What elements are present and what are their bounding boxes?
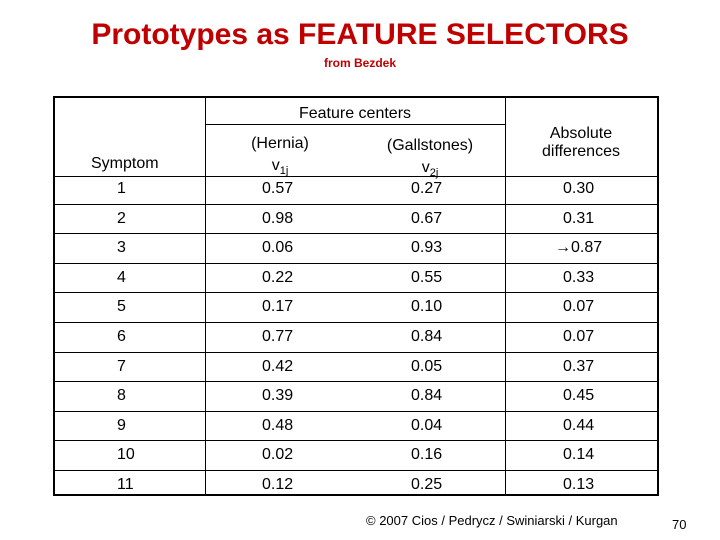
copyright-footer: © 2007 Cios / Pedrycz / Swiniarski / Kurgan <box>366 513 618 528</box>
header-hernia: (Hernia) <box>251 135 309 152</box>
cell-gallstones: 0.27 <box>411 180 443 197</box>
cell-symptom: 1 <box>117 180 126 197</box>
cell-abs-diff: 0.14 <box>563 446 595 463</box>
cell-abs-diff <box>555 240 602 256</box>
cell-gallstones: 0.84 <box>411 328 443 345</box>
slide-title: Prototypes as FEATURE SELECTORS <box>91 18 629 51</box>
row-divider <box>55 204 657 205</box>
cell-symptom: 3 <box>117 239 126 256</box>
cell-symptom: 9 <box>117 417 126 434</box>
arrow-icon: → <box>555 239 571 256</box>
cell-gallstones: 0.16 <box>411 446 443 463</box>
cell-symptom: 6 <box>117 328 126 345</box>
cell-symptom: 11 <box>117 476 134 493</box>
header-gallstones-var <box>355 159 505 179</box>
cell-abs-diff: 0.13 <box>563 476 595 493</box>
row-divider <box>55 292 657 293</box>
gallstones-var-symbol: v <box>421 159 430 176</box>
row-divider <box>55 381 657 382</box>
feature-table <box>53 96 659 496</box>
cell-symptom: 8 <box>117 387 126 404</box>
cell-hernia: 0.98 <box>262 210 294 227</box>
cell-gallstones: 0.93 <box>411 239 443 256</box>
group-header-underline <box>205 124 505 125</box>
cell-gallstones: 0.04 <box>411 417 443 434</box>
cell-abs-diff-value: 0.87 <box>571 239 603 256</box>
group-header-feature-centers: Feature centers <box>298 105 412 122</box>
cell-hernia: 0.06 <box>262 239 294 256</box>
cell-hernia: 0.57 <box>262 180 294 197</box>
cell-symptom: 10 <box>117 446 135 463</box>
row-divider <box>55 263 657 264</box>
page-number: 70 <box>672 517 687 532</box>
cell-gallstones: 0.67 <box>411 210 443 227</box>
cell-gallstones: 0.10 <box>411 298 443 315</box>
cell-abs-diff: 0.44 <box>563 417 595 434</box>
cell-abs-diff: 0.30 <box>563 180 595 197</box>
cell-hernia: 0.22 <box>262 269 294 286</box>
cell-hernia: 0.48 <box>262 417 294 434</box>
cell-abs-diff: 0.33 <box>563 269 595 286</box>
cell-abs-diff: 0.45 <box>563 387 595 404</box>
header-hernia-var <box>205 157 355 177</box>
cell-hernia: 0.77 <box>262 328 294 345</box>
header-absdiff-line1: Absolute <box>549 125 613 142</box>
header-bottom-line <box>55 176 657 177</box>
cell-abs-diff: 0.07 <box>563 328 595 345</box>
row-divider <box>55 411 657 412</box>
cell-symptom: 2 <box>117 210 126 227</box>
cell-abs-diff: 0.37 <box>563 358 595 375</box>
hernia-var-symbol: v <box>271 157 280 174</box>
cell-gallstones: 0.25 <box>411 476 443 493</box>
row-divider <box>55 322 657 323</box>
header-gallstones: (Gallstones) <box>386 137 474 154</box>
cell-gallstones: 0.55 <box>411 269 443 286</box>
gallstones-var-subscript: 2j <box>429 167 439 179</box>
hernia-var-subscript: 1j <box>279 165 289 177</box>
cell-symptom: 7 <box>117 358 126 375</box>
cell-abs-diff: 0.07 <box>563 298 595 315</box>
cell-hernia: 0.12 <box>262 476 294 493</box>
cell-symptom: 4 <box>117 269 126 286</box>
header-symptom: Symptom <box>91 155 159 172</box>
cell-symptom: 5 <box>117 298 126 315</box>
cell-hernia: 0.39 <box>262 387 294 404</box>
row-divider <box>55 233 657 234</box>
row-divider <box>55 470 657 471</box>
slide-subtitle: from Bezdek <box>323 56 397 70</box>
cell-hernia: 0.02 <box>262 446 294 463</box>
cell-gallstones: 0.05 <box>411 358 443 375</box>
cell-hernia: 0.17 <box>262 298 294 315</box>
cell-gallstones: 0.84 <box>411 387 443 404</box>
header-absdiff-line2: differences <box>542 143 620 160</box>
cell-abs-diff: 0.31 <box>563 210 595 227</box>
row-divider <box>55 352 657 353</box>
row-divider <box>55 440 657 441</box>
cell-hernia: 0.42 <box>262 358 294 375</box>
